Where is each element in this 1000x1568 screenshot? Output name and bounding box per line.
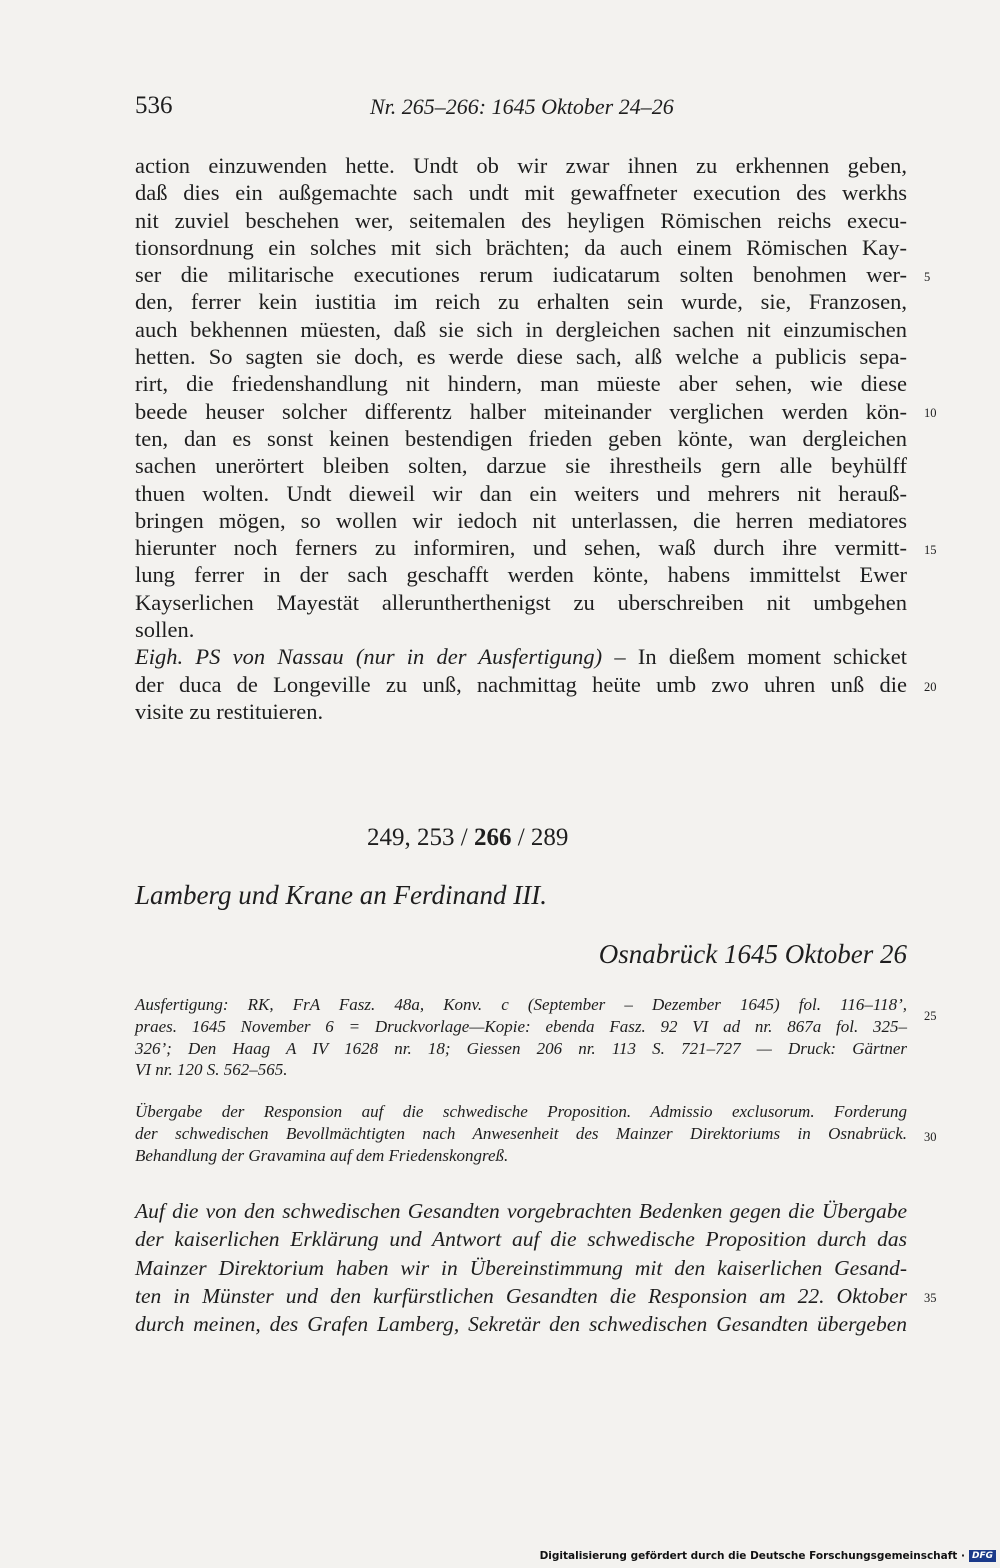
current-doc: 266: [473, 824, 512, 851]
source-line: VI nr. 120 S. 562–565.: [135, 1060, 288, 1080]
intro-line: der kaiserlichen Erklärung und Antwort auf die schwedische Proposition durch das: [135, 1227, 907, 1252]
line-number: 30: [924, 1130, 937, 1144]
text-line: sollen.: [135, 617, 195, 643]
separator: /: [454, 824, 474, 851]
text-line: sachen unerörtert bleiben solten, darzue sie ihrestheils gern alle beyhülff: [135, 453, 907, 479]
summary-line: der schwedischen Bevollmächtigten nach Anwesenheit des Mainzer Direktoriums in Osnabrück.: [135, 1123, 907, 1143]
text-line: ser die militarische executiones rerum iudicatarum solten benohmen wer-: [135, 262, 907, 288]
intro-line: durch meinen, des Grafen Lamberg, Sekretär den schwedischen Gesandten übergeben: [135, 1312, 907, 1337]
postscript-text: – In dießem moment schicket: [602, 644, 907, 670]
source-line: praes. 1645 November 6 = Druckvorlage—Kopie: ebenda Fasz. 92 VI ad nr. 867a fol. 325–: [135, 1016, 907, 1036]
source-notes: [135, 994, 907, 1081]
line-number: 10: [924, 406, 937, 420]
text-line: beede heuser solcher differentz halber miteinander verglichen werden kön-: [135, 398, 907, 424]
page-number: 536: [135, 92, 173, 119]
text-line: Kayserlichen Mayestät alleruntherthenigst zu uberschreiben nit umbgehen: [135, 589, 907, 615]
postscript-line: der duca de Longeville zu unß, nachmittag heüte umb zwo uhren unß die: [135, 671, 907, 697]
intro-line: Auf die von den schwedischen Gesandten vorgebrachten Bedenken gegen die Übergabe: [135, 1199, 907, 1223]
funding-notice: [540, 1548, 996, 1564]
place-date: Osnabrück 1645 Oktober 26: [598, 939, 907, 969]
line-number: 25: [924, 1009, 937, 1023]
line-number: 15: [924, 543, 937, 557]
funding-text: Digitalisierung gefördert durch die Deutsche Forschungsgemeinschaft ·: [539, 1550, 965, 1562]
document-number: [367, 824, 568, 852]
text-line: lung ferrer in der sach geschafft werden könte, habens immittelst Ewer: [135, 562, 907, 588]
running-title: Nr. 265–266: 1645 Oktober 24–26: [370, 94, 674, 119]
previous-docs: 249, 253: [367, 824, 455, 851]
source-line: 326’; Den Haag A IV 1628 nr. 18; Giessen 206 nr. 113 S. 721–727 — Druck: Gärtner: [135, 1038, 907, 1058]
text-line: den, ferrer kein iustitia im reich zu erhalten sein wurde, sie, Franzosen,: [135, 289, 907, 315]
text-line: ten, dan es sonst keinen bestendigen frieden geben könte, wan dergleichen: [135, 425, 907, 451]
main-text: [135, 152, 907, 725]
text-line: thuen wolten. Undt dieweil wir dan ein weiters und mehrers nit herauß-: [135, 480, 907, 506]
postscript-line: visite zu restituieren.: [135, 698, 324, 724]
editorial-intro: [135, 1197, 907, 1338]
line-number: 5: [924, 270, 931, 284]
intro-line: Mainzer Direktorium haben wir in Übereinstimmung mit den kaiserlichen Gesand-: [135, 1255, 907, 1280]
separator: /: [511, 824, 531, 851]
text-line: bringen mögen, so wollen wir iedoch nit unterlassen, die herren mediatores: [135, 507, 907, 533]
postscript-line: [135, 643, 907, 670]
intro-line: ten in Münster und den kurfürstlichen Gesandten die Responsion am 22. Oktober: [135, 1283, 907, 1308]
regest-summary: [135, 1101, 907, 1166]
text-line: nit zuviel beschehen wer, seitemalen des heyligen Römischen reichs execu-: [135, 207, 907, 233]
next-doc: 289: [530, 824, 569, 851]
summary-line: Behandlung der Gravamina auf dem Friedenskongreß.: [135, 1145, 509, 1165]
summary-line: Übergabe der Responsion auf die schwedische Proposition. Admissio exclusorum. Forderung: [135, 1102, 907, 1121]
text-line: auch bekhennen müesten, daß sie sich in dergleichen sachen nit einzumischen: [135, 316, 907, 342]
page-header: [135, 92, 907, 126]
line-number: 20: [924, 680, 937, 694]
document-title: Lamberg und Krane an Ferdinand III.: [135, 880, 547, 910]
line-number: 35: [924, 1291, 937, 1305]
text-line: rirt, die friedenshandlung nit hindern, man müeste aber sehen, wie diese: [135, 371, 907, 397]
text-line: hierunter noch ferners zu informiren, und sehen, waß durch ihre vermitt-: [135, 535, 907, 561]
text-line: daß dies ein außgemachte sach undt mit gewaffneter execution des werkhs: [135, 180, 907, 206]
text-line: tionsordnung ein solches mit sich brächten; da auch einem Römischen Kay-: [135, 234, 907, 260]
postscript-label: Eigh. PS von Nassau (nur in der Ausfertigung): [135, 644, 603, 670]
text-line: action einzuwenden hette. Undt ob wir zwar ihnen zu erkhennen geben,: [135, 153, 907, 178]
dfg-logo-icon: DFG: [969, 1550, 996, 1562]
text-line: hetten. So sagten sie doch, es werde diese sach, alß welche a publicis sepa-: [135, 344, 907, 370]
source-line: Ausfertigung: RK, FrA Fasz. 48a, Konv. c (September – Dezember 1645) fol. 116–118’,: [135, 995, 907, 1014]
